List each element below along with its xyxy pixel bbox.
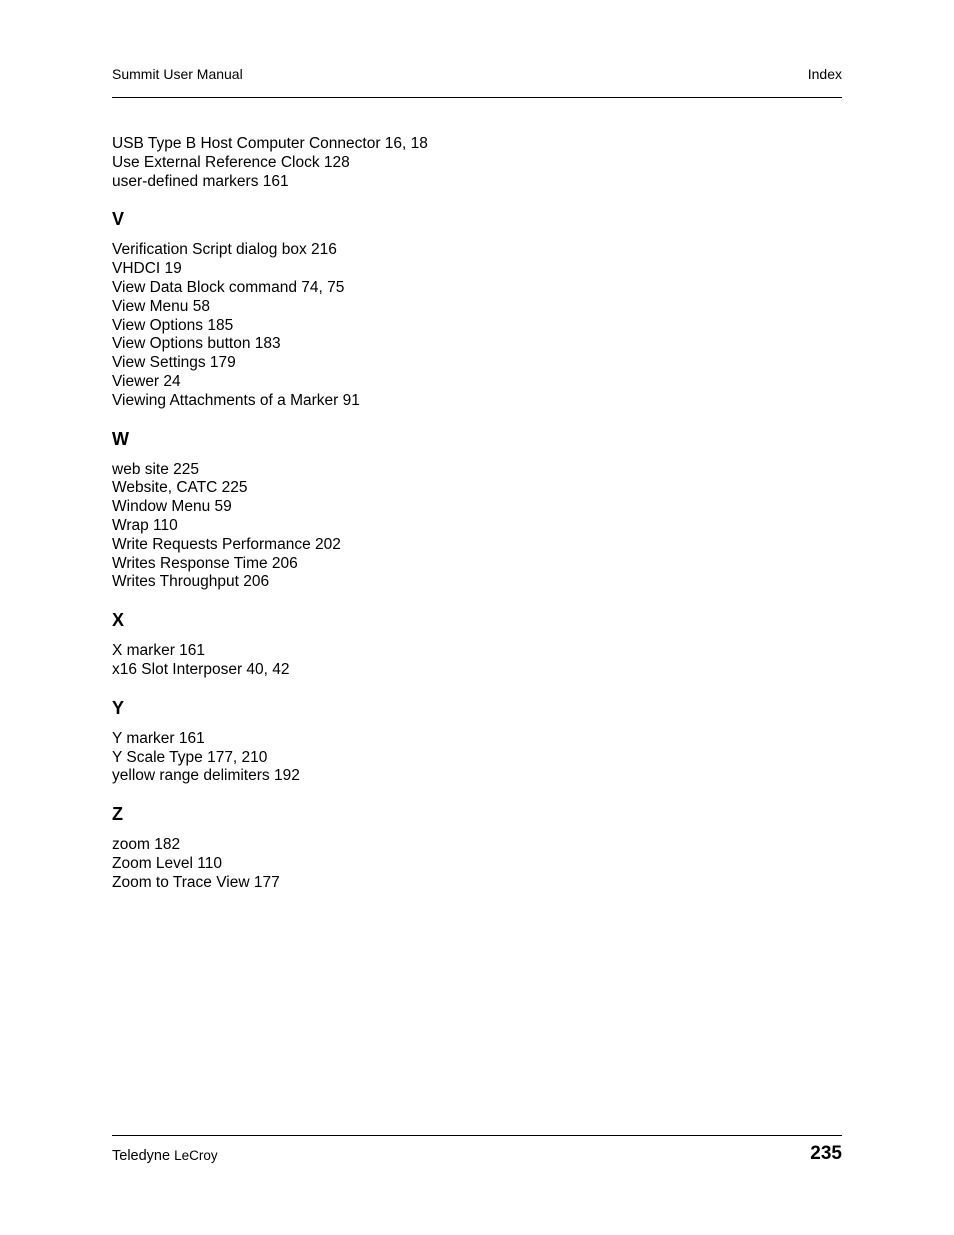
index-entry: Zoom Level 110 <box>112 854 222 872</box>
index-entry: Viewer 24 <box>112 372 181 390</box>
index-entry: Y marker 161 <box>112 729 205 747</box>
footer-divider <box>112 1135 842 1136</box>
index-content <box>112 135 842 893</box>
index-entry: Wrap 110 <box>112 516 178 534</box>
index-group-z <box>112 804 842 892</box>
index-group-x <box>112 610 842 680</box>
index-entry: Viewing Attachments of a Marker 91 <box>112 391 360 409</box>
index-entry: zoom 182 <box>112 836 181 854</box>
index-entry: X marker 161 <box>112 642 206 660</box>
company-name-sub: LeCroy <box>174 1148 218 1163</box>
index-entry: VHDCI 19 <box>112 260 182 278</box>
index-entry: Website, CATC 225 <box>112 479 248 497</box>
index-entry: user-defined markers 161 <box>112 172 289 190</box>
manual-title: Summit User Manual <box>112 66 243 82</box>
index-group-v <box>112 209 842 410</box>
index-entry: Use External Reference Clock 128 <box>112 153 350 171</box>
index-entry: yellow range delimiters 192 <box>112 767 300 785</box>
index-entry: Write Requests Performance 202 <box>112 535 341 553</box>
index-group-y <box>112 698 842 786</box>
company-name-main: Teledyne <box>112 1148 171 1164</box>
index-entry: Writes Response Time 206 <box>112 554 298 572</box>
index-letter-heading: Y <box>112 697 125 718</box>
page-footer <box>112 1143 842 1169</box>
index-entry: Window Menu 59 <box>112 498 232 516</box>
header-divider <box>112 97 842 98</box>
index-entry: Writes Throughput 206 <box>112 573 270 591</box>
index-letter-heading: V <box>112 209 125 230</box>
index-entry: Y Scale Type 177, 210 <box>112 748 268 766</box>
index-letter-heading: W <box>112 428 129 449</box>
index-entry: View Options button 183 <box>112 335 281 353</box>
index-entry: View Settings 179 <box>112 354 236 372</box>
index-group-u-continued <box>112 135 842 191</box>
index-entry: View Menu 58 <box>112 297 210 315</box>
index-entry: View Data Block command 74, 75 <box>112 278 345 296</box>
index-entry: Zoom to Trace View 177 <box>112 873 280 891</box>
index-group-w <box>112 429 842 593</box>
index-letter-heading: Z <box>112 804 123 825</box>
index-entry: x16 Slot Interposer 40, 42 <box>112 660 290 678</box>
index-entry: Verification Script dialog box 216 <box>112 241 337 259</box>
page-header <box>112 66 842 84</box>
section-title: Index <box>807 66 842 82</box>
index-entry: web site 225 <box>112 460 200 478</box>
index-letter-heading: X <box>112 610 125 631</box>
index-entry: USB Type B Host Computer Connector 16, 18 <box>112 135 428 152</box>
index-entry: View Options 185 <box>112 316 234 334</box>
company-name <box>112 1148 218 1164</box>
page-number: 235 <box>810 1143 842 1164</box>
